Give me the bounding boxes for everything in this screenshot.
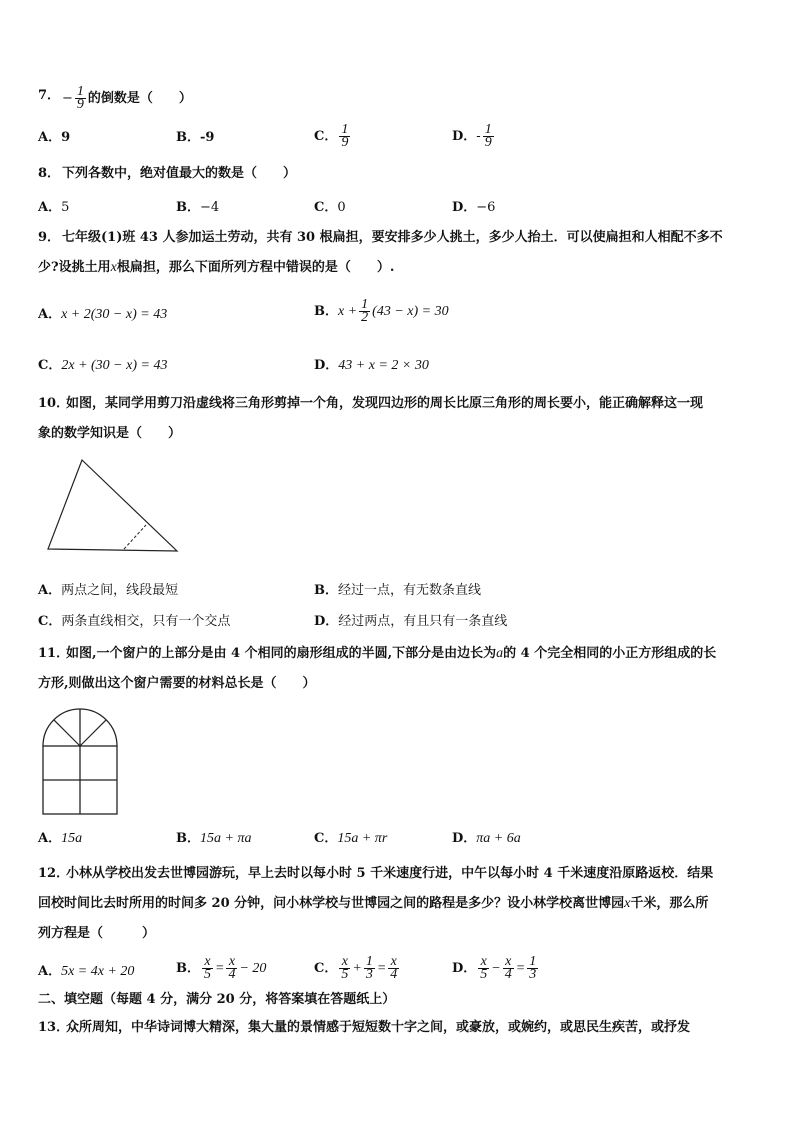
q7-stem: − $\frac{1}{9}$ 的倒数是（ ） bbox=[62, 84, 192, 112]
q12-line1: 小林从学校出发去世博园游玩，早上去时以每小时 5 千米速度行进，中午以每小时 4 千米速度沿原路返校．结果 bbox=[66, 866, 714, 881]
q9-option-d[interactable]: D．43 + x = 2 × 30 bbox=[314, 358, 429, 373]
q11-option-a[interactable]: A．15a bbox=[38, 831, 83, 846]
q10-option-c[interactable]: C．两条直线相交，只有一个交点 bbox=[38, 614, 231, 629]
q13-line1: 众所周知，中华诗词博大精深，集大量的景情感于短短数十字之间，或豪放，或婉约，或思民生疾苦，或抒发 bbox=[66, 1020, 691, 1035]
q10-option-b[interactable]: B．经过一点，有无数条直线 bbox=[314, 583, 482, 598]
q12-option-a[interactable]: A．5x = 4x + 20 bbox=[38, 964, 135, 979]
q8-option-d[interactable]: D．−6 bbox=[452, 200, 496, 215]
q8-option-a[interactable]: A．5 bbox=[38, 200, 70, 215]
q11-option-b[interactable]: B．15a + πa bbox=[176, 831, 252, 846]
q7-fraction: $\frac{1}{9}$ bbox=[76, 84, 84, 112]
q8-option-b[interactable]: B．−4 bbox=[176, 200, 220, 215]
q12-option-c[interactable]: C． $\frac{x}{5}$ + $\frac{1}{3}$ = $\frac{x}{4}$ bbox=[314, 954, 398, 982]
q7-option-d[interactable]: D．- $\frac{1}{9}$ bbox=[452, 122, 492, 150]
q9-option-b[interactable]: B．x + $\frac{1}{2}$ (43 − x) = 30 bbox=[314, 297, 449, 325]
q11-option-d[interactable]: D．πa + 6a bbox=[452, 831, 521, 846]
q9-option-c[interactable]: C．2x + (30 − x) = 43 bbox=[38, 358, 168, 373]
q12-option-b[interactable]: B． $\frac{x}{5}$ = $\frac{x}{4}$ − 20 bbox=[176, 954, 267, 982]
q9-line1: 七年级(1)班 43 人参加运土劳动，共有 30 根扁担，要安排多少人挑土，多少人抬土．可以使扁担和人相配不多不 bbox=[62, 230, 723, 245]
q12-option-d[interactable]: D． $\frac{x}{5}$ − $\frac{x}{4}$ = $\frac{1}{3}$ bbox=[452, 954, 537, 982]
q7-option-c[interactable]: C． $\frac{1}{9}$ bbox=[314, 122, 349, 150]
q10-option-a[interactable]: A．两点之间，线段最短 bbox=[38, 583, 179, 598]
q11-option-c[interactable]: C．15a + πr bbox=[314, 831, 388, 846]
q7-option-a[interactable]: A．9 bbox=[38, 130, 71, 145]
q8-stem: 下列各数中，绝对值最大的数是（ ） bbox=[62, 166, 297, 181]
q10-line1: 如图，某同学用剪刀沿虚线将三角形剪掉一个角，发现四边形的周长比原三角形的周长要小，能正确解释这一现 bbox=[66, 396, 704, 411]
q7-number: 7． bbox=[38, 88, 61, 103]
window-figure bbox=[40, 706, 120, 818]
triangle-figure bbox=[40, 455, 185, 555]
q7-option-b[interactable]: B．-9 bbox=[176, 130, 215, 145]
q10-option-d[interactable]: D．经过两点，有且只有一条直线 bbox=[314, 614, 508, 629]
q8-option-c[interactable]: C．0 bbox=[314, 200, 346, 215]
q9-option-a[interactable]: A．x + 2(30 − x) = 43 bbox=[38, 307, 168, 322]
